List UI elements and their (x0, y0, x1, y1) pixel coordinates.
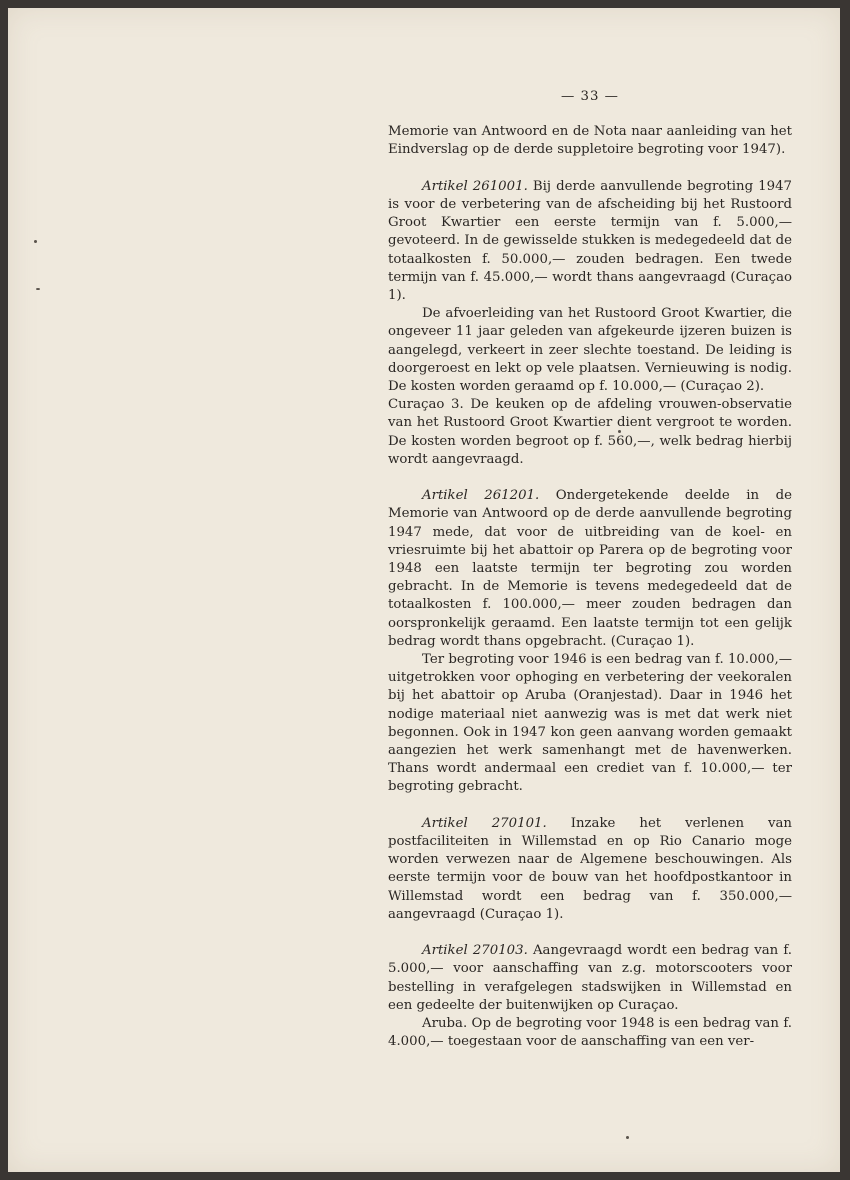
text-column (388, 88, 792, 1052)
article-number: Artikel 261201. (422, 488, 540, 504)
article-paragraph (388, 487, 792, 651)
paragraph-gap (388, 160, 792, 178)
paragraph-text: Bij derde aanvullende begroting 1947 is voor de verbetering van de afscheiding bij het Rustoord Groot Kwartier een eerste termijn van f. 5.000,— gevoteerd. In de gewisselde stukken is medegedeeld dat de totaalkosten f. 50.000,— zouden bedragen. Een twede termijn van f. 45.000,— wordt thans aangevraagd (Curaçao 1). (388, 178, 792, 304)
article-paragraph (388, 178, 792, 305)
paper-speck (36, 288, 40, 290)
paragraph-gap (388, 469, 792, 487)
paragraph-text: Ondergetekende deelde in de Memorie van Antwoord op de derde aanvullende begroting 1947 mede, dat voor de uitbreiding van de koel- en vriesruimte bij het abattoir op Parera op de begroting voor 1948 een laatste termijn ter begroting zou worden gebracht. In de Memorie is tevens medegedeeld dat de totaalkosten f. 100.000,— meer zouden bedragen dan oorspronkelijk geraamd. Een laatste termijn tot een gelijk bedrag wordt thans opgebracht. (Curaçao 1). (388, 488, 793, 649)
body-paragraph (388, 396, 792, 469)
paragraph-text: Memorie van Antwoord en de Nota naar aanleiding van het Eindverslag op de derde suppletoire begroting voor 1947). (388, 124, 792, 158)
body-paragraph (388, 1015, 792, 1051)
paragraph-gap (388, 797, 792, 815)
body-paragraph (388, 651, 792, 797)
paragraph-gap (388, 924, 792, 942)
paper-speck (626, 1136, 629, 1139)
paragraph-text: Inzake het verlenen van postfaciliteiten in Willemstad en op Rio Canario moge worden verwezen naar de Algemene beschouwingen. Als eerste termijn voor de bouw van het hoofdpostkantoor in Willemstad wordt een bedrag van f. 350.000,— aangevraagd (Curaçao 1). (388, 815, 792, 922)
page-number: — 33 — (561, 89, 619, 104)
body-paragraph (388, 123, 792, 159)
article-number: Artikel 270103. (422, 943, 528, 959)
document-page (8, 8, 840, 1172)
paragraph-text: Aangevraagd wordt een bedrag van f. 5.000,— voor aanschaffing van z.g. motorscooters voor bestelling in verafgelegen stadswijken in Willemstad en een gedeelte der buitenwijken op Curaçao. (388, 943, 792, 1013)
article-paragraph (388, 942, 792, 1015)
article-number: Artikel 261001. (422, 178, 528, 194)
paragraph-text: Curaçao 3. De keuken op de afdeling vrouwen-observatie van het Rustoord Groot Kwartier dient vergroot te worden. De kosten worden begroot op f. 560,—, welk bedrag hierbij wordt aangevraagd. (388, 397, 792, 467)
paper-speck (34, 240, 37, 243)
paragraph-text: De afvoerleiding van het Rustoord Groot Kwartier, die ongeveer 11 jaar geleden van afgekeurde ijzeren buizen is aangelegd, verkeert in zeer slechte toestand. De leiding is doorgeroest en lekt op vele plaatsen. Vernieuwing is nodig. De kosten worden geraamd op f. 10.000,— (Curaçao 2). (388, 306, 792, 395)
body-paragraph (388, 305, 792, 396)
paragraph-text: Aruba. Op de begroting voor 1948 is een bedrag van f. 4.000,— toegestaan voor de aanschaffing van een ver- (388, 1016, 792, 1050)
article-paragraph (388, 815, 792, 924)
article-number: Artikel 270101. (422, 815, 547, 831)
paragraph-text: Ter begroting voor 1946 is een bedrag van f. 10.000,— uitgetrokken voor ophoging en verbetering der veekoralen bij het abattoir op Aruba (Oranjestad). Daar in 1946 het nodige materiaal niet aanwezig was is met dat werk niet begonnen. Ook in 1947 kon geen aanvang worden gemaakt aangezien het werk samenhangt met de havenwerken. Thans wordt andermaal een crediet van f. 10.000,— ter begroting gebracht. (388, 652, 792, 795)
